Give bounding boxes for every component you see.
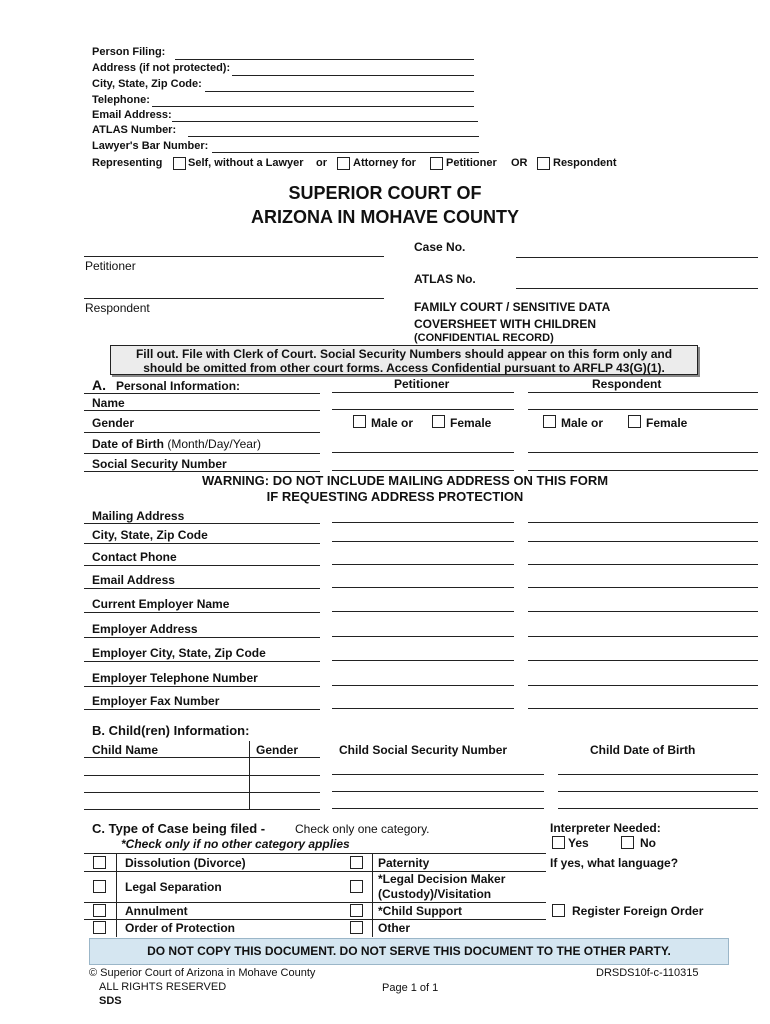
- petitioner-phone-field[interactable]: [332, 564, 514, 565]
- respondent-phone-field[interactable]: [528, 564, 758, 565]
- petitioner-mailing-field[interactable]: [332, 522, 514, 523]
- dissolution-checkbox[interactable]: [93, 856, 106, 869]
- paternity-label: Paternity: [378, 856, 430, 870]
- court-title-line2: ARIZONA IN MOHAVE COUNTY: [251, 207, 519, 227]
- respondent-column-header: Respondent: [592, 377, 662, 391]
- respondent-employer-field[interactable]: [528, 611, 758, 612]
- instruction-line1: Fill out. File with Clerk of Court. Social Security Numbers should appear on this form only and: [135, 347, 673, 361]
- gender-label: Gender: [92, 416, 135, 430]
- employer-phone-label: Employer Telephone Number: [92, 671, 258, 685]
- child-dob-header: Child Date of Birth: [590, 743, 696, 757]
- respondent-male-checkbox[interactable]: [543, 415, 556, 428]
- respondent-ssn-field[interactable]: [528, 470, 758, 471]
- order-of-protection-checkbox[interactable]: [93, 921, 106, 934]
- email-line[interactable]: [172, 121, 478, 122]
- child-dob-row-2[interactable]: [558, 791, 758, 792]
- ssn-label: Social Security Number: [92, 457, 227, 471]
- representing-label: Representing: [92, 157, 163, 169]
- section-a-letter: A.: [92, 377, 106, 393]
- city-state-zip-line[interactable]: [205, 91, 474, 92]
- attorney-checkbox[interactable]: [337, 157, 350, 170]
- bar-number-label: Lawyer's Bar Number:: [92, 140, 209, 152]
- section-c-note: *Check only if no other category applies: [121, 837, 350, 851]
- child-row-2-field[interactable]: [84, 792, 320, 793]
- footer-copyright: © Superior Court of Arizona in Mohave County: [89, 967, 316, 979]
- petitioner-employer-phone-field[interactable]: [332, 685, 514, 686]
- footer-rights: ALL RIGHTS RESERVED: [99, 981, 227, 993]
- petitioner-name-line[interactable]: [84, 256, 384, 257]
- case-type-divider-right: [372, 853, 373, 937]
- interpreter-yes-checkbox[interactable]: [552, 836, 565, 849]
- employer-fax-label: Employer Fax Number: [92, 694, 220, 708]
- register-foreign-checkbox[interactable]: [552, 904, 565, 917]
- interpreter-no-checkbox[interactable]: [621, 836, 634, 849]
- doc-title-line3: (CONFIDENTIAL RECORD): [414, 332, 554, 344]
- bar-number-line[interactable]: [212, 152, 479, 153]
- interpreter-label: Interpreter Needed:: [550, 821, 661, 835]
- child-ssn-row-2[interactable]: [332, 791, 544, 792]
- dissolution-label: Dissolution (Divorce): [125, 856, 246, 870]
- case-no-label: Case No.: [414, 240, 466, 254]
- self-label: Self, without a Lawyer: [188, 157, 304, 169]
- child-dob-row-1[interactable]: [558, 774, 758, 775]
- contact-phone-label: Contact Phone: [92, 550, 177, 564]
- mailing-address-label: Mailing Address: [92, 509, 185, 523]
- respondent-dob-field[interactable]: [528, 452, 758, 453]
- other-checkbox[interactable]: [350, 921, 363, 934]
- child-ssn-header: Child Social Security Number: [339, 743, 508, 757]
- or-text: or: [316, 157, 327, 169]
- attorney-label: Attorney for: [353, 157, 416, 169]
- respondent-name-line[interactable]: [84, 298, 384, 299]
- child-gender-header: Gender: [256, 743, 299, 757]
- interpreter-yes-label: Yes: [568, 836, 589, 850]
- respondent-female-checkbox[interactable]: [628, 415, 641, 428]
- child-row-1-field[interactable]: [84, 775, 320, 776]
- dob-format: (Month/Day/Year): [167, 437, 261, 451]
- respondent-employer-phone-field[interactable]: [528, 685, 758, 686]
- or-text-2: OR: [511, 157, 528, 169]
- city-label: City, State, Zip Code: [92, 528, 208, 542]
- person-filing-line[interactable]: [175, 59, 474, 60]
- respondent-label: Respondent: [553, 157, 617, 169]
- dob-label: [92, 437, 261, 451]
- petitioner-female-checkbox[interactable]: [432, 415, 445, 428]
- petitioner-employer-field[interactable]: [332, 611, 514, 612]
- address-label: Address (if not protected):: [92, 62, 231, 74]
- doc-title-line1: FAMILY COURT / SENSITIVE DATA: [414, 300, 611, 314]
- petitioner-checkbox[interactable]: [430, 157, 443, 170]
- petitioner-male-checkbox[interactable]: [353, 415, 366, 428]
- petitioner-female-label: Female: [450, 416, 492, 430]
- atlas-number-label: ATLAS Number:: [92, 124, 177, 136]
- order-of-protection-label: Order of Protection: [125, 921, 236, 935]
- atlas-number-line[interactable]: [188, 136, 479, 137]
- annulment-checkbox[interactable]: [93, 904, 106, 917]
- paternity-checkbox[interactable]: [350, 856, 363, 869]
- employer-name-label: Current Employer Name: [92, 597, 230, 611]
- petitioner-city-field[interactable]: [332, 541, 514, 542]
- warning-line1: WARNING: DO NOT INCLUDE MAILING ADDRESS ON THIS FORM: [201, 473, 609, 488]
- case-type-divider-left: [116, 853, 117, 937]
- section-a-title: Personal Information:: [116, 379, 241, 393]
- self-checkbox[interactable]: [173, 157, 186, 170]
- child-ssn-row-3[interactable]: [332, 808, 544, 809]
- employer-city-label: Employer City, State, Zip Code: [92, 646, 266, 660]
- section-b-title: B. Child(ren) Information:: [92, 723, 250, 738]
- telephone-line[interactable]: [152, 106, 474, 107]
- instruction-line2: should be omitted from other court forms. Access Confidential pursuant to ARFLP 43(G)(1).: [143, 361, 665, 375]
- dob-text: Date of Birth: [92, 437, 164, 451]
- case-no-line[interactable]: [516, 257, 758, 258]
- child-support-label: *Child Support: [378, 904, 462, 918]
- respondent-mailing-field[interactable]: [528, 522, 758, 523]
- atlas-no-label: ATLAS No.: [414, 272, 476, 286]
- petitioner-employer-fax-field[interactable]: [332, 708, 514, 709]
- legal-separation-label: Legal Separation: [125, 880, 222, 894]
- respondent-employer-fax-field[interactable]: [528, 708, 758, 709]
- employer-address-label: Employer Address: [92, 622, 198, 636]
- notice-text: DO NOT COPY THIS DOCUMENT. DO NOT SERVE THIS DOCUMENT TO THE OTHER PARTY.: [147, 944, 671, 958]
- warning-line2: IF REQUESTING ADDRESS PROTECTION: [266, 489, 524, 504]
- email-address-label: Email Address: [92, 573, 175, 587]
- respondent-employer-city-field[interactable]: [528, 660, 758, 661]
- petitioner-dob-field[interactable]: [332, 452, 514, 453]
- footer-page-number: Page 1 of 1: [382, 982, 439, 994]
- ldm-label-line2: (Custody)/Visitation: [378, 887, 492, 901]
- section-c-subtitle: Check only one category.: [295, 822, 430, 836]
- city-state-zip-label: City, State, Zip Code:: [92, 78, 202, 90]
- respondent-city-field[interactable]: [528, 541, 758, 542]
- petitioner-caption: Petitioner: [85, 259, 136, 273]
- telephone-label: Telephone:: [92, 94, 150, 106]
- petitioner-column-header: Petitioner: [394, 377, 450, 391]
- petitioner-ssn-field[interactable]: [332, 470, 514, 471]
- ldm-checkbox[interactable]: [350, 880, 363, 893]
- respondent-employer-address-field[interactable]: [528, 636, 758, 637]
- doc-title-line2: COVERSHEET WITH CHILDREN: [414, 317, 597, 331]
- child-row-3-field[interactable]: [84, 809, 320, 810]
- interpreter-no-label: No: [640, 836, 656, 850]
- legal-separation-checkbox[interactable]: [93, 880, 106, 893]
- other-label: Other: [378, 921, 411, 935]
- child-ssn-row-1[interactable]: [332, 774, 544, 775]
- ldm-label-line1: *Legal Decision Maker: [378, 872, 506, 886]
- petitioner-label: Petitioner: [446, 157, 497, 169]
- person-filing-label: Person Filing:: [92, 46, 166, 58]
- respondent-caption: Respondent: [85, 301, 150, 315]
- annulment-label: Annulment: [125, 904, 188, 918]
- email-label: Email Address:: [92, 109, 172, 121]
- footer-sds: SDS: [99, 995, 122, 1007]
- respondent-email-field[interactable]: [528, 587, 758, 588]
- address-line[interactable]: [232, 75, 474, 76]
- respondent-female-label: Female: [646, 416, 688, 430]
- respondent-checkbox[interactable]: [537, 157, 550, 170]
- atlas-no-line[interactable]: [516, 288, 758, 289]
- petitioner-male-label: Male or: [371, 416, 414, 430]
- respondent-name-field[interactable]: [528, 409, 758, 410]
- court-title-line1: SUPERIOR COURT OF: [288, 183, 482, 203]
- child-dob-row-3[interactable]: [558, 808, 758, 809]
- respondent-male-label: Male or: [561, 416, 604, 430]
- register-foreign-label: Register Foreign Order: [572, 904, 704, 918]
- footer-form-code: DRSDS10f-c-110315: [596, 967, 699, 979]
- petitioner-name-field[interactable]: [332, 409, 514, 410]
- language-label: If yes, what language?: [550, 856, 679, 870]
- section-c-title: C. Type of Case being filed -: [92, 821, 266, 836]
- name-label: Name: [92, 396, 125, 410]
- petitioner-email-field[interactable]: [332, 587, 514, 588]
- petitioner-employer-city-field[interactable]: [332, 660, 514, 661]
- child-support-checkbox[interactable]: [350, 904, 363, 917]
- child-name-header: Child Name: [92, 743, 159, 757]
- petitioner-employer-address-field[interactable]: [332, 636, 514, 637]
